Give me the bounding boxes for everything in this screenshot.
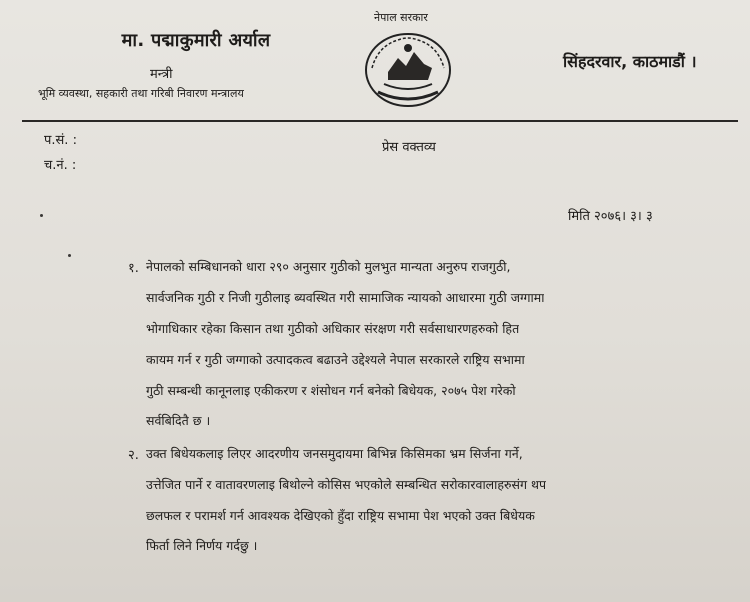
paper-mark [40,214,43,217]
reference-chn: च.नं. : [44,158,77,173]
paragraph-2-line: फिर्ता लिने निर्णय गर्दछु । [146,538,258,553]
paragraph-1-line: भोगाधिकार रहेका किसान तथा गुठीको अधिकार संरक्षण गरी सर्वसाधारणहरुको हित [146,321,520,336]
paragraph-1-line: कायम गर्न र गुठी जग्गाको उत्पादकत्व बढाउने उद्देश्यले नेपाल सरकारले राष्ट्रिय सभामा [146,352,525,367]
document-title: प्रेस वक्तव्य [382,140,436,155]
paragraph-1-number: १. [128,261,139,276]
header-divider [22,120,738,122]
nepal-emblem-icon [358,28,458,108]
designation: मन्त्री [150,67,173,82]
office-location: सिंहदरवार, काठमाडौं । [563,52,697,71]
ministry-name: भूमि व्यवस्था, सहकारी तथा गरिबी निवारण मन्त्रालय [38,87,244,100]
paragraph-2-number: २. [128,448,139,463]
reference-ps: प.सं. : [44,133,77,148]
paragraph-1-line: सार्वजनिक गुठी र निजी गुठीलाइ ब्यवस्थित गरी सामाजिक न्यायको आधारमा गुठी जग्गामा [146,290,545,305]
paper-mark [68,254,71,257]
minister-name: मा. पद्माकुमारी अर्याल [121,30,271,51]
government-label: नेपाल सरकार [374,11,428,24]
paragraph-2-line: छलफल र परामर्श गर्न आवश्यक देखिएको हुँदा राष्ट्रिय सभामा पेश भएको उक्त बिधेयक [146,508,535,523]
paragraph-2-line: उत्तेजित पार्ने र वातावरणलाइ बिथोल्ने कोसिस भएकोले सम्बन्धित सरोकारवालाहरुसंग थप [146,477,547,492]
statement-date: मिति २०७६। ३। ३ [568,209,653,224]
paragraph-1-line: गुठी सम्बन्धी कानूनलाइ एकीकरण र शंसोधन गर्न बनेको बिधेयक, २०७५ पेश गरेको [146,383,516,398]
paragraph-2-line: उक्त बिधेयकलाइ लिएर आदरणीय जनसमुदायमा बिभिन्न किसिमका भ्रम सिर्जना गर्ने, [146,446,523,461]
paragraph-1-line: सर्वबिदितै छ । [146,413,211,428]
paragraph-1-line: नेपालको सम्बिधानको धारा २९० अनुसार गुठीको मुलभुत मान्यता अनुरुप राजगुठी, [146,259,511,274]
